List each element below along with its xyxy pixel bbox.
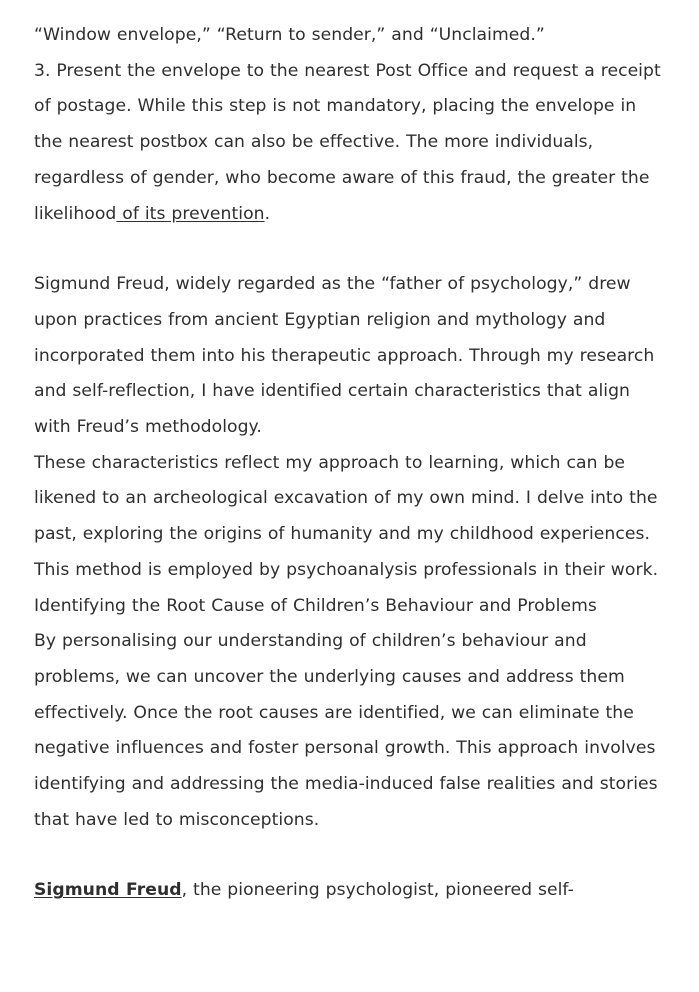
text-run-bold-underlined: Sigmund Freud	[34, 880, 182, 901]
text-block-mail-instructions	[34, 18, 665, 232]
text-run: By personalising our understanding of children’s behaviour and problems, we can uncover the underlying causes and address them effectively. Once the root causes are identified, we can eliminate the negative influences and foster personal growth. This approach involves identifying and addressing the media-induced false realities and stories that have led to misconceptions.	[34, 631, 658, 830]
text-run: .	[264, 203, 271, 224]
text-run: 3. Present the envelope to the nearest Post Office and request a receipt of postage. While this step is not mandatory, placing the envelope in the nearest postbox can also be effective. The more individuals, regardless of gender, who become aware of this fraud, the greater the likelihood	[34, 60, 661, 224]
text-block-freud-background	[34, 267, 665, 838]
text-run: Sigmund Freud, widely regarded as the “father of psychology,” drew upon practices from ancient Egyptian religion and mythology and incorporated them into his therapeutic approach. Through my research and self-reflection, I have identified certain characteristics that align with Freud’s methodology.	[34, 274, 655, 438]
text-run: Identifying the Root Cause of Children’s Behaviour and Problems	[34, 595, 597, 616]
paragraph	[34, 18, 665, 232]
text-run: These characteristics reflect my approach to learning, which can be likened to an archeological excavation of my own mind. I delve into the past, exploring the origins of humanity and my childhood experiences. This method is employed by psychoanalysis professionals in their work.	[34, 452, 659, 580]
text-run: , the pioneering psychologist, pioneered self-	[181, 880, 574, 901]
paragraph-spacer	[34, 838, 665, 873]
text-block-freud-selfanalysis	[34, 873, 665, 909]
text-run: “Window envelope,” “Return to sender,” and “Unclaimed.”	[34, 25, 545, 45]
text-run-underlined: of its prevention	[116, 203, 265, 224]
paragraph	[34, 873, 665, 909]
paragraph-spacer	[34, 232, 665, 267]
paragraph	[34, 267, 665, 838]
